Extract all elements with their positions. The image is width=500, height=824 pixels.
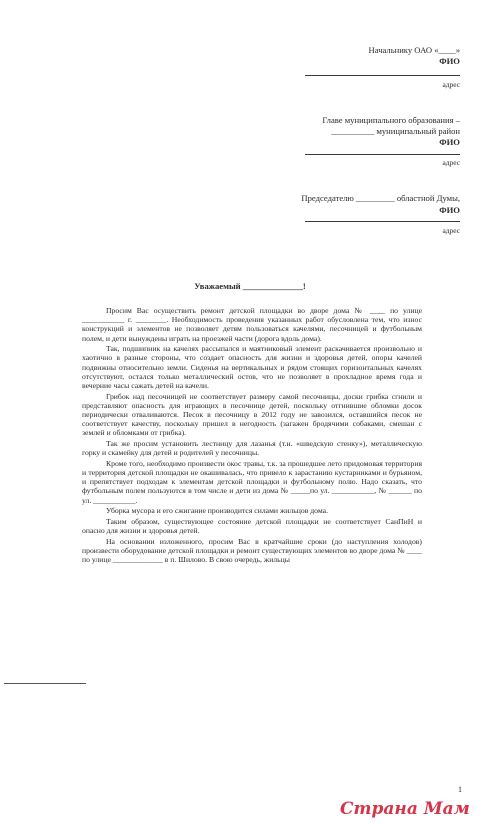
watermark-logo: Страна Мам [340, 799, 470, 819]
greeting: Уважаемый ______________! [194, 281, 306, 291]
addressee-2-title: Главе муниципального образования – [322, 115, 460, 125]
letter-body [82, 306, 422, 566]
addressee-3-title: Председателю _________ областной Думы, [301, 193, 460, 203]
addressee-2-address-label: адрес [442, 158, 460, 167]
paragraph-grass: Кроме того, необходимо произвести окос травы, т.к. за прошедшее лето придомовая территория и территория детской площадки не окашивалась, что привело к зарастанию кустарниками и бурьяном, и препятствует подходам к элементам детской площадки и футбольному полю. Надо сказать, что футбольным полем пользуются в том числе и дети из дома № _____по ул. ___________, № ______ по ул. ___________. [82, 458, 422, 505]
addressee-2-line [305, 154, 460, 155]
paragraph-equipment: Так же просим установить лестницу для лазанья (т.н. «шведскую стенку»), металлическую горку и скамейку для детей и родителей у песочницы. [82, 439, 422, 458]
addressee-1-address-label: адрес [442, 80, 460, 89]
paragraph-sandbox: Грибок над песочницей не соответствует размеру самой песочницы, доски грибка сгнили и представляют опасность для играющих в песочнице детей, поскольку отгнившие обломки досок периодически отваливаются. Песок в песочницу в 2012 году не завозился, оставшийся песок не соответствует качеству, поскольку пришел в негодность (загажен бродячими собаками, смешан с землей и обломками от грибка). [82, 391, 422, 438]
addressee-1-name: ФИО [439, 56, 460, 66]
paragraph-swings: Так, подшипник на качелях рассыпался и маятниковый элемент раскачивается произвольно и хаотично в разные стороны, что создает опасность для жизни и здоровья детей, опоры качелей подвижны относительно земли. Сиденья на вертикальных и рядом стоящих горизонтальных качелях отсутствуют, остался только металлический остов, что не позволяет в прохладное время года и вечерние часы сажать детей на качели. [82, 344, 422, 391]
addressee-1-title: Начальнику ОАО «____» [368, 45, 460, 55]
addressee-3-address-label: адрес [442, 226, 460, 235]
addressee-2-district: __________ муниципальный район [331, 126, 460, 136]
paragraph-sanpin: Таким образом, существующее состояние детской площадки не соответствует СанПиН и опасно для жизни и здоровья детей. [82, 516, 422, 536]
addressee-2-name: ФИО [439, 137, 460, 147]
addressee-3-name: ФИО [439, 205, 460, 215]
paragraph-conclusion: На основании изложенного, просим Вас в кратчайшие сроки (до наступления холодов) произвести оборудование детской площадки и ремонт существующих элементов во дворе дома № ____ по улице _____________ в п. Шилово. В свою очередь, жильцы [82, 536, 422, 565]
paragraph-garbage: Уборка мусора и его сжигание производится силами жильцов дома. [106, 506, 328, 516]
addressee-1-line [305, 75, 460, 76]
addressee-3-line [305, 221, 460, 222]
footnote-divider [4, 683, 86, 684]
page-number: 1 [458, 785, 462, 794]
paragraph-request: Просим Вас осуществить ремонт детской площадки во дворе дома № ____ по улице ___________ г. ________. Необходимость проведения указанных работ обусловлена тем, что износ конструкций и элементов не позволяет детям пользоваться качелями, песочницей и футбольным полем, и дети вынуждены играть на проезжей части (дорога вдоль дома). [82, 306, 422, 343]
